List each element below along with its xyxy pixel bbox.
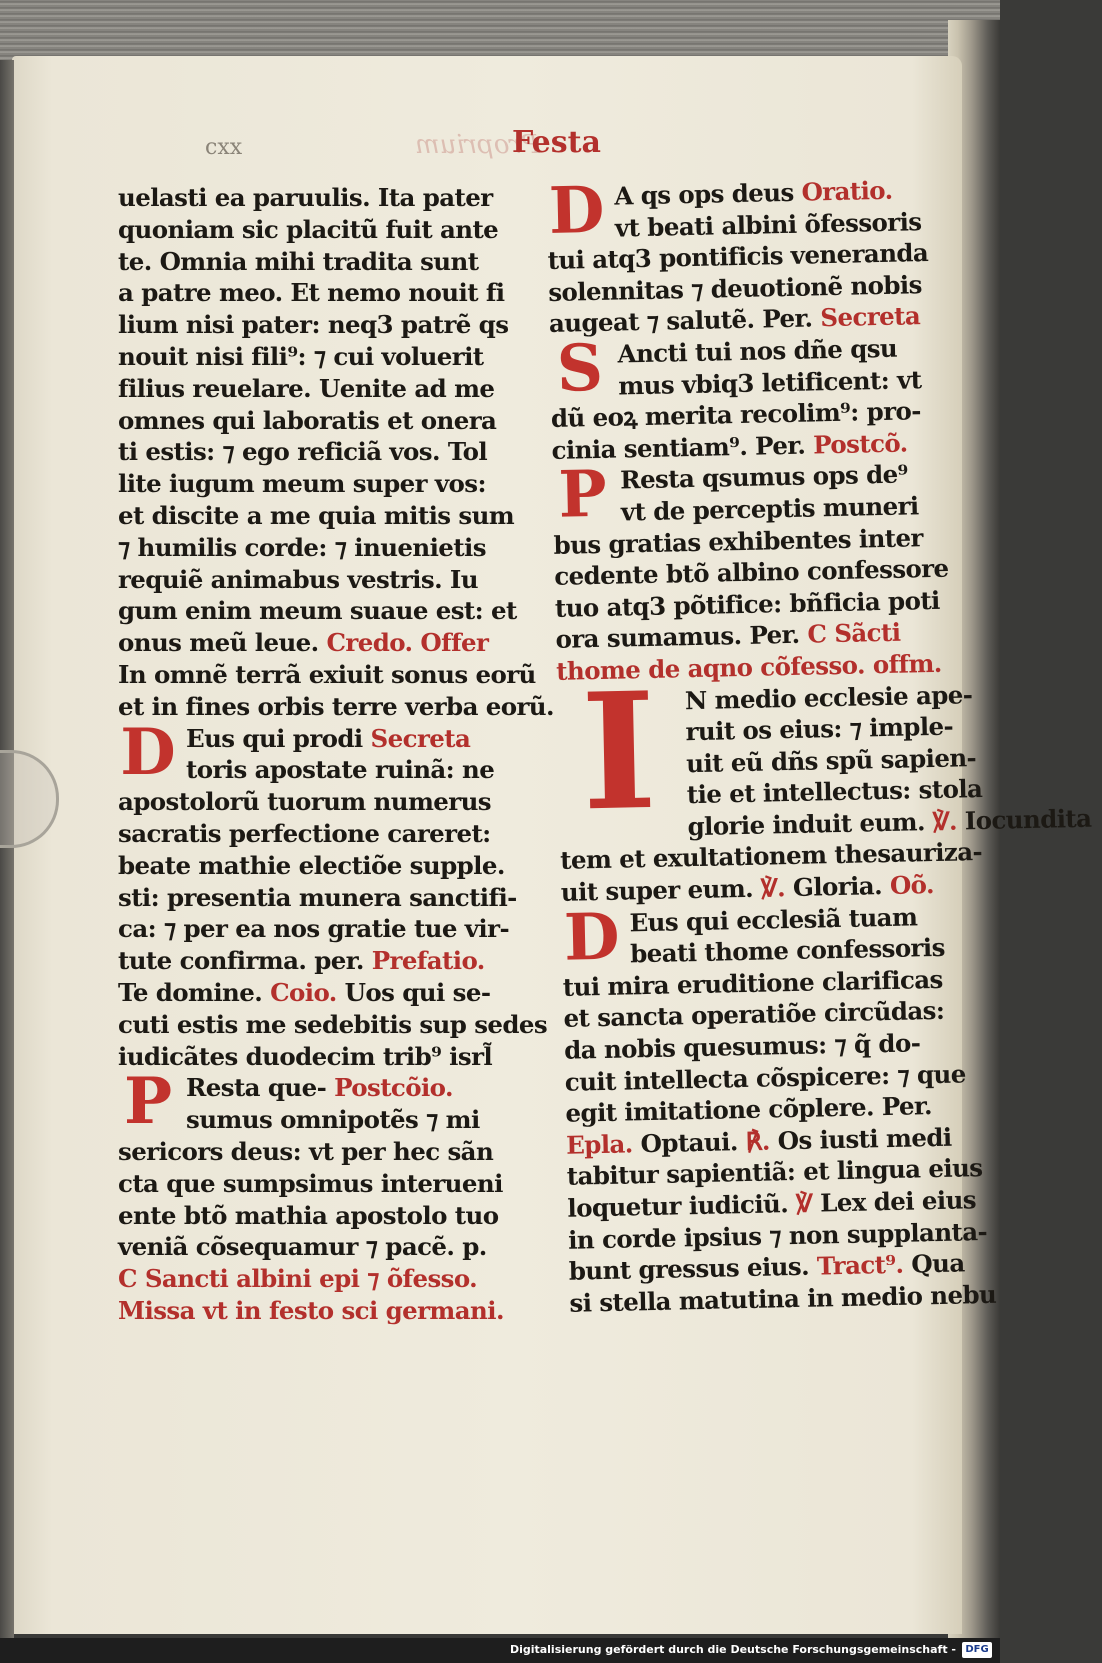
initial-letter: D bbox=[548, 172, 606, 249]
body-text: et in fines orbis terre verba eorũ. bbox=[118, 691, 554, 721]
rubric-text: thome de aqno cõfesso. offm. bbox=[555, 648, 942, 686]
body-text: egit imitatione cõplere. Per. bbox=[565, 1091, 933, 1129]
body-text: Uos qui se- bbox=[336, 977, 491, 1007]
body-text: vt beati albini õfessoris bbox=[614, 206, 922, 243]
body-text: sumus omnipotẽs ⁊ mi bbox=[186, 1105, 480, 1135]
body-text: Resta qsumus ops de⁹ bbox=[619, 459, 909, 495]
body-text: ⁊ humilis corde: ⁊ inuenietis bbox=[118, 532, 486, 562]
body-text: gum enim meum suaue est: et bbox=[118, 596, 517, 626]
right-column bbox=[546, 172, 1092, 1319]
body-text: tie et intellectus: stola bbox=[686, 774, 983, 810]
body-text: N medio ecclesie ape- bbox=[684, 679, 973, 715]
body-text: Te domine. bbox=[118, 977, 271, 1007]
body-text: Gloria. bbox=[784, 871, 891, 903]
body-text: In omnẽ terrã exiuit sonus eorũ bbox=[118, 659, 536, 689]
initial-block bbox=[552, 457, 925, 534]
text-line bbox=[118, 341, 518, 373]
folio-number: cxx bbox=[205, 135, 243, 160]
text-line bbox=[118, 436, 518, 468]
text-line bbox=[118, 309, 518, 341]
body-text: onus meũ leue. bbox=[118, 628, 327, 658]
body-text: iudicãtes duodecim trib⁹ isrl̃ bbox=[118, 1041, 493, 1071]
dfg-logo: DFG bbox=[962, 1642, 992, 1658]
body-text: bus gratias exhibentes inter bbox=[553, 522, 924, 560]
body-text: lium nisi pater: neq3 patrẽ qs bbox=[118, 310, 509, 340]
body-text: cuit intellecta cõspicere: ⁊ que bbox=[564, 1059, 966, 1097]
body-text: Resta que- bbox=[186, 1073, 335, 1103]
text-line bbox=[118, 754, 518, 786]
body-text: apostolorũ tuorum numerus bbox=[118, 787, 491, 817]
text-lines bbox=[553, 522, 949, 688]
text-lines bbox=[547, 237, 929, 340]
text-line bbox=[118, 977, 518, 1009]
rubric-text: Postcõio. bbox=[334, 1073, 453, 1103]
body-text: ruit os eius: ⁊ imple- bbox=[685, 711, 954, 747]
body-text: sacratis perfectione careret: bbox=[118, 818, 491, 848]
initial-letter: P bbox=[123, 1064, 173, 1140]
rubric-text: Tract⁹. bbox=[816, 1249, 904, 1281]
body-text: tute confirma. per. bbox=[118, 946, 372, 976]
text-line bbox=[118, 1136, 518, 1168]
initial-letter: S bbox=[556, 330, 604, 407]
text-line bbox=[118, 659, 536, 691]
body-text: ora sumamus. Per. bbox=[555, 619, 808, 655]
body-text: requiẽ animabus vestris. Iu bbox=[118, 564, 478, 594]
text-lines bbox=[562, 964, 997, 1319]
body-text: te. Omnia mihi tradita sunt bbox=[118, 246, 479, 276]
running-header: Festa bbox=[512, 125, 601, 160]
body-text: Qua bbox=[903, 1248, 965, 1279]
body-text: Os iusti medi bbox=[769, 1122, 952, 1156]
text-line bbox=[118, 882, 518, 914]
rubric-text: ℣ bbox=[795, 1188, 813, 1218]
rubric-text: Secreta bbox=[370, 723, 471, 753]
show-through-text: Proprium bbox=[415, 130, 540, 160]
body-text: Eus qui prodi bbox=[186, 723, 371, 753]
text-line bbox=[118, 691, 554, 723]
body-text: dũ eoꝝ merita recolim⁹: pro- bbox=[550, 396, 922, 434]
text-line bbox=[118, 913, 518, 945]
text-line bbox=[118, 786, 518, 818]
rubric-text: C Sancti albini epi ⁊ õfesso. bbox=[118, 1264, 478, 1294]
text-line bbox=[118, 595, 518, 627]
rubric-text: Credo. Offer bbox=[326, 628, 489, 658]
body-text: solennitas ⁊ deuotionẽ nobis bbox=[548, 269, 923, 307]
body-text: beati thome confessoris bbox=[629, 933, 946, 969]
body-text: A qs ops deus bbox=[614, 177, 802, 211]
initial-letter: D bbox=[563, 899, 621, 976]
text-line bbox=[118, 1295, 518, 1327]
body-text: Optaui. bbox=[632, 1126, 746, 1159]
book-top-edge bbox=[0, 0, 1000, 64]
rubric-text: C Sãcti bbox=[807, 617, 901, 649]
rubric-text: ℟. bbox=[745, 1126, 771, 1156]
body-text: tui mira eruditione clarificas bbox=[562, 964, 943, 1002]
text-line bbox=[118, 1104, 518, 1136]
text-line bbox=[118, 182, 518, 214]
text-line bbox=[118, 246, 518, 278]
rubric-text: Postcõ. bbox=[812, 428, 908, 460]
body-text: vt de perceptis muneri bbox=[620, 491, 919, 527]
body-text: beate mathie electiõe supple. bbox=[118, 850, 505, 880]
text-line bbox=[118, 564, 518, 596]
rubric-text: Missa vt in festo sci germani. bbox=[118, 1295, 504, 1325]
body-text: tuo atq3 põtifice: bñficia poti bbox=[554, 585, 940, 623]
body-text: glorie induit eum. bbox=[687, 806, 934, 842]
body-text: et discite a me quia mitis sum bbox=[118, 500, 515, 530]
body-text: ca: ⁊ per ea nos gratie tue vir- bbox=[118, 914, 510, 944]
body-text: veniã cõsequamur ⁊ pacẽ. p. bbox=[118, 1232, 487, 1262]
body-text: bunt gressus eius. bbox=[568, 1251, 818, 1286]
body-text: mus vbiq3 letificent: vt bbox=[617, 364, 922, 401]
text-line bbox=[118, 627, 518, 659]
body-text: tabitur sapientiã: et lingua eius bbox=[566, 1153, 983, 1192]
text-line bbox=[118, 1263, 518, 1295]
text-lines bbox=[118, 182, 554, 723]
initial-lines bbox=[118, 714, 518, 790]
rubric-text: Secreta bbox=[820, 301, 921, 333]
body-text: quoniam sic placitũ fuit ante bbox=[118, 214, 499, 244]
body-text: cuti estis me sedebitis sup sedes bbox=[118, 1009, 548, 1039]
body-text: nouit nisi fili⁹: ⁊ cui voluerit bbox=[118, 341, 484, 371]
body-text: da nobis quesumus: ⁊ q̃ do- bbox=[563, 1028, 921, 1065]
body-text: tui atq3 pontificis veneranda bbox=[547, 238, 929, 276]
body-text: uit eũ dñs spũ sapien- bbox=[685, 742, 977, 778]
text-line bbox=[118, 1009, 548, 1041]
body-text: ti estis: ⁊ ego reficiã vos. Tol bbox=[118, 437, 488, 467]
text-line bbox=[118, 1231, 518, 1263]
text-line bbox=[118, 818, 518, 850]
rubric-text: Coio. bbox=[270, 977, 337, 1007]
body-text: Ancti tui nos dñe qsu bbox=[617, 333, 898, 369]
text-line bbox=[118, 1200, 518, 1232]
body-text: a patre meo. Et nemo nouit fi bbox=[118, 278, 505, 308]
text-line bbox=[118, 500, 518, 532]
initial-block bbox=[546, 172, 922, 249]
rubric-text: Oõ. bbox=[889, 870, 935, 901]
text-line bbox=[118, 945, 518, 977]
body-text: loquetur iudiciũ. bbox=[567, 1188, 797, 1223]
digitization-credit: Digitalisierung gefördert durch die Deutsche Forschungsgemeinschaft - bbox=[509, 1643, 956, 1656]
rubric-text: Prefatio. bbox=[371, 946, 485, 976]
initial-block bbox=[118, 714, 518, 790]
body-text: Lex dei eius bbox=[811, 1185, 977, 1218]
text-line bbox=[118, 468, 518, 500]
book-left-edge bbox=[0, 60, 14, 1640]
body-text: tem et exultationem thesauriza- bbox=[559, 837, 983, 876]
body-text: cedente btõ albino confessore bbox=[553, 553, 949, 592]
body-text: in corde ipsius ⁊ non supplanta- bbox=[567, 1216, 988, 1255]
text-lines bbox=[118, 786, 548, 1072]
initial-block bbox=[549, 330, 922, 407]
body-text: Eus qui ecclesiã tuam bbox=[629, 902, 918, 938]
text-line bbox=[118, 723, 518, 755]
body-text: sericors deus: vt per hec sãn bbox=[118, 1136, 494, 1166]
body-text: omnes qui laboratis et onera bbox=[118, 405, 497, 435]
body-text: cta que sumpsimus interueni bbox=[118, 1168, 503, 1198]
initial-letter: P bbox=[557, 457, 608, 534]
text-line bbox=[118, 405, 518, 437]
rubric-text: ℣. bbox=[932, 806, 958, 836]
text-line bbox=[118, 850, 518, 882]
body-text: augeat ⁊ salutẽ. Per. bbox=[548, 303, 821, 339]
initial-letter: D bbox=[120, 714, 176, 790]
body-text: et sancta operatiõe circũdas: bbox=[563, 996, 945, 1034]
body-text: filius reuelare. Uenite ad me bbox=[118, 373, 495, 403]
text-lines bbox=[118, 1136, 518, 1327]
body-text: lite iugum meum super vos: bbox=[118, 469, 486, 499]
body-text: Iocundita bbox=[956, 803, 1092, 836]
initial-letter-large: I bbox=[579, 656, 659, 846]
text-line bbox=[118, 373, 518, 405]
initial-lines bbox=[118, 1064, 518, 1140]
text-line bbox=[118, 1072, 518, 1104]
text-lines bbox=[551, 395, 924, 466]
text-line bbox=[118, 214, 518, 246]
body-text: uelasti ea paruulis. Ita pater bbox=[118, 183, 493, 212]
body-text: sti: presentia munera sanctifi- bbox=[118, 882, 517, 912]
body-text: toris apostate ruinã: ne bbox=[186, 755, 495, 785]
body-text: cinia sentiam⁹. Per. bbox=[551, 430, 814, 465]
initial-block bbox=[118, 1064, 518, 1140]
text-line bbox=[118, 277, 518, 309]
rubric-text: Epla. bbox=[565, 1129, 633, 1160]
text-line bbox=[118, 1041, 518, 1073]
left-column bbox=[118, 182, 554, 1327]
text-line bbox=[118, 532, 518, 564]
rubric-text: ℣. bbox=[760, 873, 786, 903]
body-text: uit super eum. bbox=[560, 873, 762, 907]
text-line bbox=[118, 1168, 518, 1200]
body-text: ente btõ mathia apostolo tuo bbox=[118, 1200, 499, 1230]
body-text: si stella matutina in medio nebu bbox=[569, 1279, 997, 1318]
rubric-text: Oratio. bbox=[801, 175, 893, 207]
initial-block bbox=[561, 899, 946, 976]
